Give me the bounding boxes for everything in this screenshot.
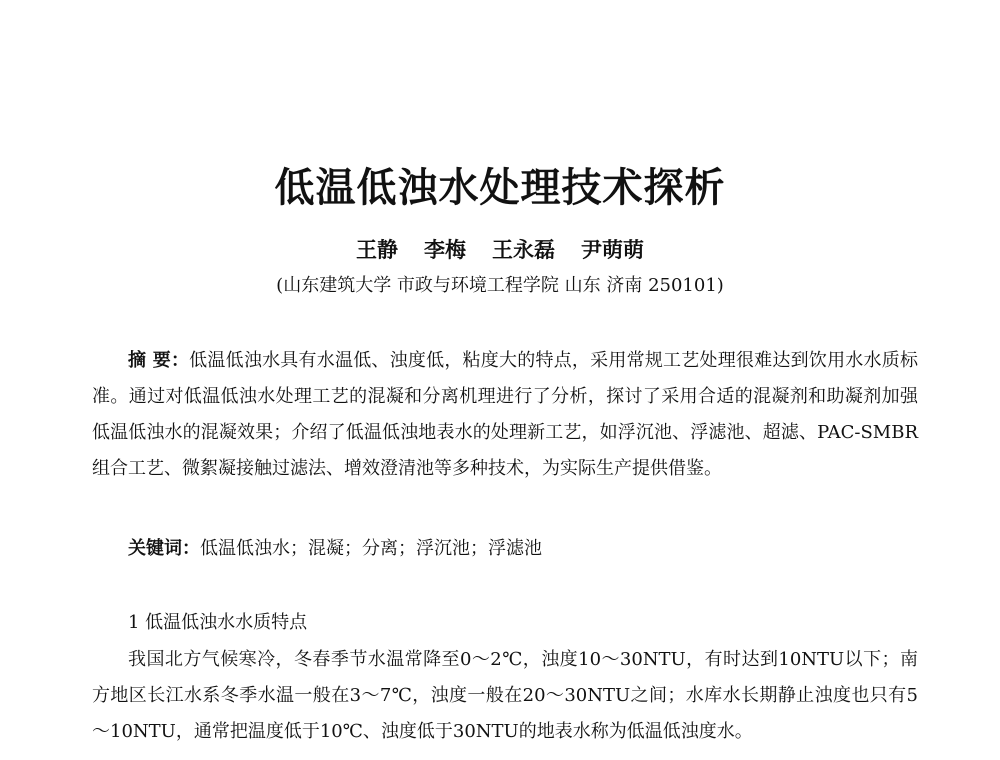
author-name: 李梅: [424, 237, 466, 262]
paper-title: 低温低浊水处理技术探析: [274, 164, 726, 211]
author-name: 尹萌萌: [581, 237, 644, 262]
abstract-paragraph: [92, 343, 918, 487]
abstract-label: 摘 要：: [128, 350, 190, 371]
keywords-line: [128, 531, 918, 567]
body-paragraph: 我国北方气候寒冷，冬春季节水温常降至0～2℃，浊度10～30NTU，有时达到10NTU以下；南方地区长江水系冬季水温一般在3～7℃，浊度一般在20～30NTU之间；水库水长期静止浊度也只有5～10NTU，通常把温度低于10℃、浊度低于30NTU的地表水称为低温低浊度水。: [92, 649, 918, 742]
section-heading: 1 低温低浊水水质特点: [128, 612, 308, 633]
abstract-text: 低温低浊水具有水温低、浊度低，粘度大的特点，采用常规工艺处理很难达到饮用水水质标准。通过对低温低浊水处理工艺的混凝和分离机理进行了分析，探讨了采用合适的混凝剂和助凝剂加强低温低浊水的混凝效果；介绍了低温低浊地表水的处理新工艺，如浮沉池、浮滤池、超滤、PAC-SMBR组合工艺、微絮凝接触过滤法、增效澄清池等多种技术，为实际生产提供借鉴。: [92, 350, 918, 479]
author-name: 王永磊: [492, 237, 555, 262]
keywords-label: 关键词：: [128, 538, 200, 559]
author-name: 王静: [356, 237, 398, 262]
author-affiliation: (山东建筑大学 市政与环境工程学院 山东 济南 250101): [276, 275, 724, 296]
keywords-text: 低温低浊水；混凝；分离；浮沉池；浮滤池: [200, 538, 542, 559]
author-list: [0, 234, 1000, 266]
